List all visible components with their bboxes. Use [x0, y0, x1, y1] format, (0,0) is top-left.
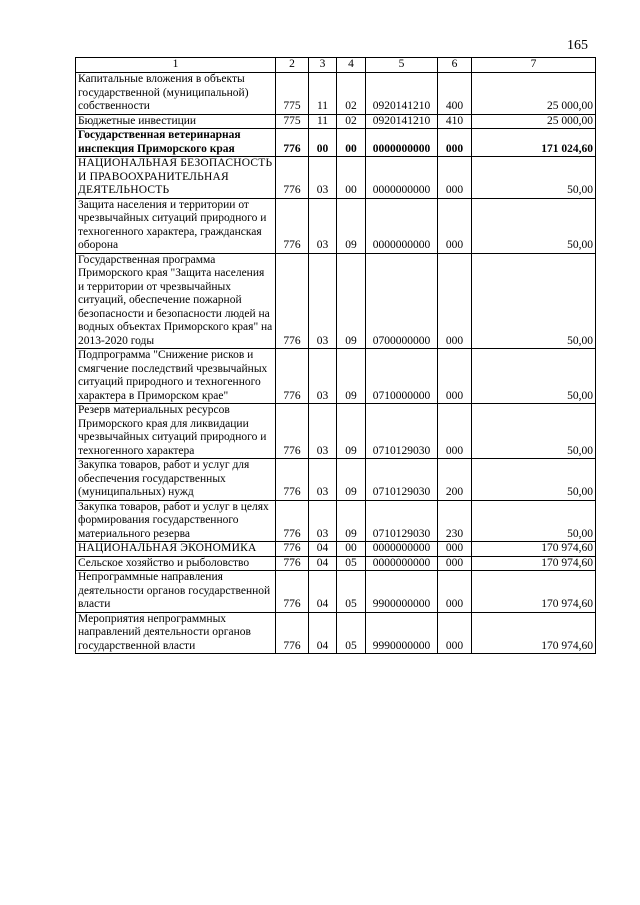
row-rz: 03 [309, 404, 337, 459]
budget-table [75, 57, 596, 654]
row-vr: 230 [438, 500, 472, 542]
table-row [76, 542, 596, 557]
row-csr: 0000000000 [366, 157, 438, 199]
row-ved: 775 [276, 114, 309, 129]
row-name: Подпрограмма "Снижение рисков и смягчение последствий чрезвычайных ситуаций природного и техногенного характера в Приморском крае" [76, 349, 276, 404]
row-ved: 776 [276, 612, 309, 654]
row-csr: 0710000000 [366, 349, 438, 404]
row-pr: 09 [337, 253, 366, 349]
row-csr: 0000000000 [366, 556, 438, 571]
row-vr: 000 [438, 404, 472, 459]
row-vr: 400 [438, 73, 472, 115]
row-sum: 50,00 [472, 253, 596, 349]
row-pr: 02 [337, 73, 366, 115]
row-vr: 200 [438, 459, 472, 501]
row-vr: 000 [438, 349, 472, 404]
row-sum: 50,00 [472, 349, 596, 404]
row-rz: 03 [309, 253, 337, 349]
header-row [76, 58, 596, 73]
row-ved: 776 [276, 157, 309, 199]
column-header: 3 [309, 58, 337, 73]
row-ved: 776 [276, 129, 309, 157]
row-name: Государственная программа Приморского края "Защита населения и территории от чрезвычайных ситуаций, обеспечение пожарной безопасности и безопасности людей на водных объектах Приморского края" на 2013-2020 годы [76, 253, 276, 349]
row-pr: 05 [337, 556, 366, 571]
row-name: Резерв материальных ресурсов Приморского края для ликвидации чрезвычайных ситуаций природного и техногенного характера [76, 404, 276, 459]
row-pr: 00 [337, 157, 366, 199]
row-sum: 50,00 [472, 198, 596, 253]
row-csr: 9990000000 [366, 612, 438, 654]
row-ved: 776 [276, 404, 309, 459]
row-sum: 25 000,00 [472, 73, 596, 115]
row-csr: 0700000000 [366, 253, 438, 349]
row-pr: 09 [337, 459, 366, 501]
row-sum: 50,00 [472, 157, 596, 199]
row-pr: 05 [337, 612, 366, 654]
row-name: Закупка товаров, работ и услуг в целях формирования государственного материального резерва [76, 500, 276, 542]
row-ved: 776 [276, 556, 309, 571]
row-csr: 0920141210 [366, 114, 438, 129]
row-sum: 50,00 [472, 404, 596, 459]
row-ved: 776 [276, 500, 309, 542]
row-sum: 171 024,60 [472, 129, 596, 157]
table-row [76, 556, 596, 571]
row-vr: 410 [438, 114, 472, 129]
row-csr: 0000000000 [366, 542, 438, 557]
row-sum: 50,00 [472, 459, 596, 501]
row-rz: 03 [309, 349, 337, 404]
row-csr: 0710129030 [366, 404, 438, 459]
row-sum: 50,00 [472, 500, 596, 542]
row-ved: 776 [276, 253, 309, 349]
column-header: 5 [366, 58, 438, 73]
row-name: Закупка товаров, работ и услуг для обеспечения государственных (муниципальных) нужд [76, 459, 276, 501]
row-name: Защита населения и территории от чрезвычайных ситуаций природного и техногенного характера, гражданская оборона [76, 198, 276, 253]
page-number: 165 [567, 38, 588, 53]
row-rz: 03 [309, 459, 337, 501]
row-rz: 03 [309, 500, 337, 542]
row-csr: 9900000000 [366, 571, 438, 613]
table-row [76, 404, 596, 459]
row-sum: 170 974,60 [472, 542, 596, 557]
column-header: 1 [76, 58, 276, 73]
row-vr: 000 [438, 198, 472, 253]
row-rz: 04 [309, 542, 337, 557]
row-name: Непрограммные направления деятельности органов государственной власти [76, 571, 276, 613]
row-name: Бюджетные инвестиции [76, 114, 276, 129]
row-name: НАЦИОНАЛЬНАЯ ЭКОНОМИКА [76, 542, 276, 557]
row-name: Сельское хозяйство и рыболовство [76, 556, 276, 571]
row-pr: 00 [337, 129, 366, 157]
table-row [76, 157, 596, 199]
row-pr: 00 [337, 542, 366, 557]
row-rz: 03 [309, 157, 337, 199]
table-row [76, 253, 596, 349]
row-vr: 000 [438, 571, 472, 613]
row-ved: 776 [276, 349, 309, 404]
row-pr: 02 [337, 114, 366, 129]
row-sum: 170 974,60 [472, 612, 596, 654]
row-ved: 776 [276, 571, 309, 613]
row-sum: 170 974,60 [472, 556, 596, 571]
row-ved: 776 [276, 542, 309, 557]
column-header: 6 [438, 58, 472, 73]
column-header: 7 [472, 58, 596, 73]
row-vr: 000 [438, 253, 472, 349]
row-pr: 09 [337, 198, 366, 253]
row-rz: 04 [309, 571, 337, 613]
row-rz: 00 [309, 129, 337, 157]
row-name: Государственная ветеринарная инспекция Приморского края [76, 129, 276, 157]
table-row [76, 500, 596, 542]
row-vr: 000 [438, 556, 472, 571]
row-ved: 775 [276, 73, 309, 115]
table-row [76, 114, 596, 129]
column-header: 2 [276, 58, 309, 73]
row-ved: 776 [276, 459, 309, 501]
row-csr: 0710129030 [366, 500, 438, 542]
table-row [76, 571, 596, 613]
row-csr: 0000000000 [366, 198, 438, 253]
row-pr: 09 [337, 500, 366, 542]
row-rz: 04 [309, 556, 337, 571]
column-header: 4 [337, 58, 366, 73]
table-row [76, 459, 596, 501]
row-rz: 11 [309, 73, 337, 115]
row-name: Капитальные вложения в объекты государственной (муниципальной) собственности [76, 73, 276, 115]
row-csr: 0710129030 [366, 459, 438, 501]
row-ved: 776 [276, 198, 309, 253]
table-row [76, 349, 596, 404]
row-sum: 25 000,00 [472, 114, 596, 129]
row-sum: 170 974,60 [472, 571, 596, 613]
row-pr: 09 [337, 404, 366, 459]
row-name: Мероприятия непрограммных направлений деятельности органов государственной власти [76, 612, 276, 654]
row-pr: 05 [337, 571, 366, 613]
table-row [76, 612, 596, 654]
row-vr: 000 [438, 129, 472, 157]
row-rz: 11 [309, 114, 337, 129]
table-row [76, 129, 596, 157]
row-vr: 000 [438, 542, 472, 557]
row-pr: 09 [337, 349, 366, 404]
row-csr: 0920141210 [366, 73, 438, 115]
row-name: НАЦИОНАЛЬНАЯ БЕЗОПАСНОСТЬ И ПРАВООХРАНИТЕЛЬНАЯ ДЕЯТЕЛЬНОСТЬ [76, 157, 276, 199]
row-rz: 03 [309, 198, 337, 253]
table-row [76, 73, 596, 115]
row-vr: 000 [438, 157, 472, 199]
row-csr: 0000000000 [366, 129, 438, 157]
table-row [76, 198, 596, 253]
row-vr: 000 [438, 612, 472, 654]
row-rz: 04 [309, 612, 337, 654]
